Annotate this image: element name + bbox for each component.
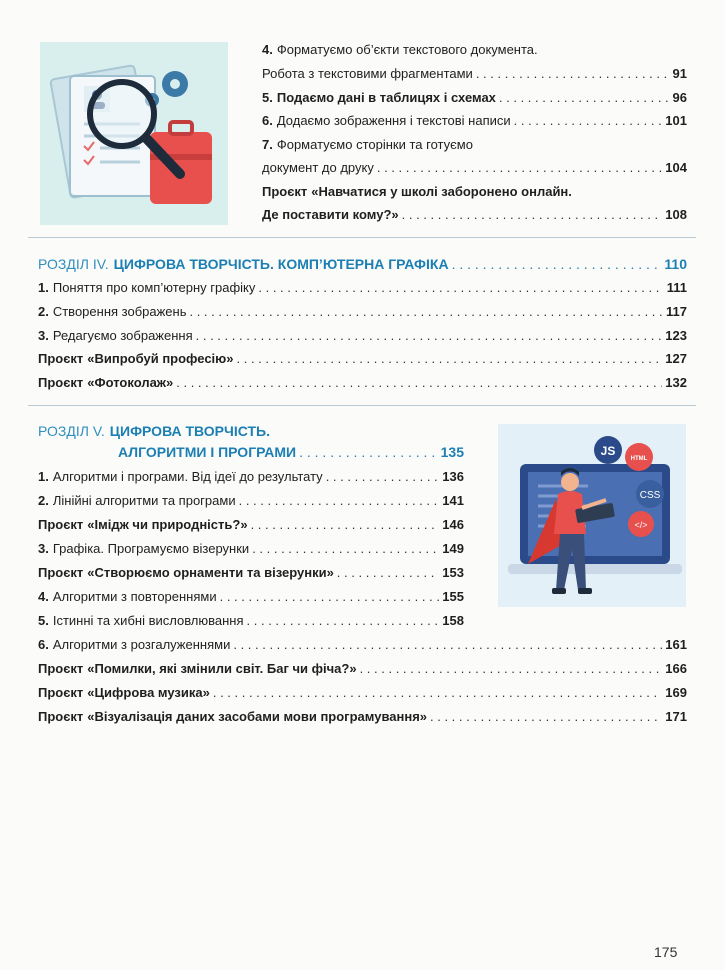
dot-leader [189,304,663,320]
item-label: «Цифрова музика» [87,685,210,700]
item-page: 127 [665,351,687,366]
item-page: 158 [442,613,464,628]
programmer-illustration [498,424,686,607]
toc-item[interactable] [38,709,687,725]
toc-item[interactable] [38,517,464,533]
toc-item[interactable] [38,613,464,629]
project-prefix: Проєкт [38,351,84,366]
dot-leader [239,493,440,509]
dot-leader [326,469,440,485]
item-label: Робота з текстовими фрагментами [262,66,473,81]
page-number: 175 [654,944,678,960]
item-page: 149 [442,541,464,556]
item-page: 108 [665,207,687,222]
html-badge: HTML [630,456,648,462]
css-badge: CSS [639,490,661,501]
dot-leader [360,661,663,677]
item-label: Графіка. Програмуємо візерунки [52,541,250,556]
toc-item[interactable] [262,160,687,176]
dot-leader [377,160,662,176]
toc-item[interactable] [38,280,687,296]
item-page: 161 [665,637,687,652]
item-number: 5. [38,613,49,628]
item-number: 2. [38,304,49,319]
section-divider [28,405,696,406]
section-page: 135 [440,444,464,460]
toc-item[interactable] [38,637,687,653]
item-label: «Створюємо орнаменти та візерунки» [87,565,334,580]
toc-item[interactable] [262,113,687,129]
item-number: 4. [38,589,49,604]
project-prefix: Проєкт [262,184,308,199]
item-label: Де поставити кому?» [262,207,399,222]
item-number: 7. [262,137,273,152]
section-4-heading[interactable] [38,255,687,273]
item-number: 3. [38,541,49,556]
section-prefix: РОЗДІЛ IV. [38,256,109,272]
dot-leader [402,207,663,223]
item-label: Редагуємо зображення [52,328,193,343]
item-number: 6. [262,113,273,128]
toc-item[interactable] [262,184,687,200]
item-number: 1. [38,280,49,295]
item-page: 104 [665,160,687,175]
item-label: Алгоритми з повтореннями [52,589,217,604]
toc-item[interactable] [38,493,464,509]
dot-leader [258,280,663,296]
toc-item[interactable] [262,90,687,106]
item-page: 153 [442,565,464,580]
toc-item[interactable] [262,66,687,82]
code-badge: </> [634,520,648,530]
item-page: 132 [665,375,687,390]
document-search-illustration [40,42,228,225]
item-number: 4. [262,42,273,57]
item-page: 141 [442,493,464,508]
toc-item[interactable] [262,207,687,223]
project-prefix: Проєкт [38,709,84,724]
toc-item[interactable] [38,685,687,701]
dot-leader [233,637,662,653]
js-badge: JS [600,444,616,458]
toc-item[interactable] [262,137,687,153]
dot-leader [237,351,663,367]
toc-item[interactable] [38,351,687,367]
toc-item[interactable] [38,375,687,391]
toc-item[interactable] [38,541,464,557]
item-label: «Навчатися у школі заборонено онлайн. [311,184,572,199]
dot-leader [196,328,663,344]
item-label: Поняття про комп’ютерну графіку [52,280,256,295]
item-label: Істинні та хибні висловлювання [52,613,244,628]
item-page: 166 [665,661,687,676]
section-5-heading-cont[interactable] [118,443,464,461]
item-label: Форматуємо об’єкти текстового документа. [276,42,538,57]
item-label: «Фотоколаж» [87,375,174,390]
section-title-line2: АЛГОРИТМИ І ПРОГРАМИ [118,444,297,460]
dot-leader [176,375,662,391]
dot-leader [452,255,662,273]
toc-item[interactable] [38,328,687,344]
dot-leader [220,589,440,605]
dot-leader [430,709,662,725]
section-title: ЦИФРОВА ТВОРЧІСТЬ. КОМП’ЮТЕРНА ГРАФІКА [113,256,449,272]
item-label: Лінійні алгоритми та програми [52,493,236,508]
item-number: 1. [38,469,49,484]
item-label: «Візуалізація даних засобами мови програмування» [87,709,428,724]
item-label: Створення зображень [52,304,187,319]
item-number: 3. [38,328,49,343]
dot-leader [213,685,662,701]
dot-leader [251,517,440,533]
project-prefix: Проєкт [38,685,84,700]
item-number: 5. [262,90,273,105]
item-page: 117 [666,304,687,319]
dot-leader [337,565,440,581]
item-page: 171 [665,709,687,724]
toc-item[interactable] [38,469,464,485]
item-page: 146 [442,517,464,532]
section-page: 110 [664,256,687,272]
item-page: 101 [665,113,687,128]
toc-item[interactable] [38,661,687,677]
item-page: 136 [442,469,464,484]
toc-item[interactable] [262,42,687,58]
dot-leader [514,113,663,129]
project-prefix: Проєкт [38,375,84,390]
toc-item[interactable] [38,589,464,605]
item-label: «Помилки, які змінили світ. Баг чи фіча?» [87,661,357,676]
section-title-line1: ЦИФРОВА ТВОРЧІСТЬ. [109,423,271,439]
dot-leader [247,613,440,629]
dot-leader [499,90,670,106]
item-label: «Імідж чи природність?» [87,517,248,532]
item-number: 2. [38,493,49,508]
section-5-heading[interactable] [38,422,458,440]
item-page: 91 [672,66,687,81]
item-label: Форматуємо сторінки та готуємо [276,137,473,152]
toc-item[interactable] [38,304,687,320]
item-label: документ до друку [262,160,374,175]
toc-item[interactable] [38,565,464,581]
dot-leader [299,443,438,461]
item-page: 155 [442,589,464,604]
item-page: 169 [665,685,687,700]
project-prefix: Проєкт [38,517,84,532]
item-label: Подаємо дані в таблицях і схемах [276,90,496,105]
item-page: 111 [666,280,687,295]
project-prefix: Проєкт [38,661,84,676]
dot-leader [476,66,670,82]
item-label: Алгоритми і програми. Від ідеї до результату [52,469,323,484]
item-label: Алгоритми з розгалуженнями [52,637,231,652]
project-prefix: Проєкт [38,565,84,580]
item-label: Додаємо зображення і текстові написи [276,113,511,128]
section-divider [28,237,696,238]
item-number: 6. [38,637,49,652]
dot-leader [252,541,439,557]
item-page: 123 [665,328,687,343]
item-label: «Випробуй професію» [87,351,234,366]
section-prefix: РОЗДІЛ V. [38,423,105,439]
item-page: 96 [672,90,687,105]
